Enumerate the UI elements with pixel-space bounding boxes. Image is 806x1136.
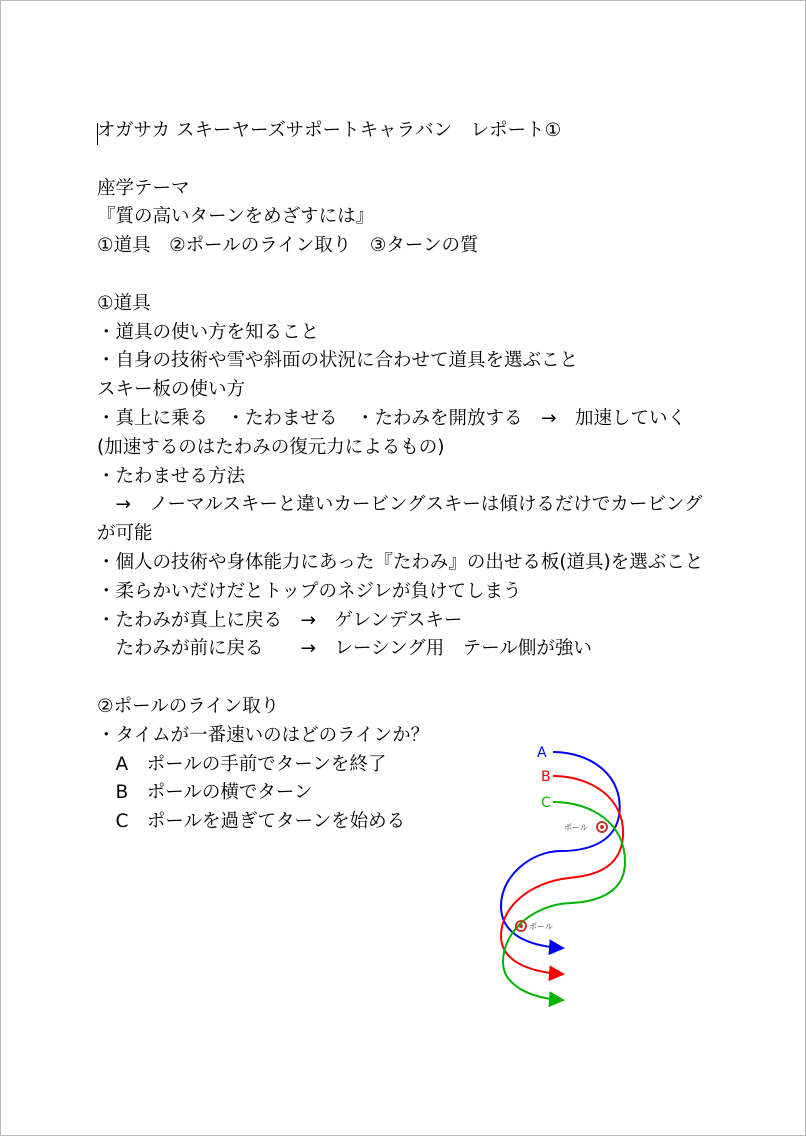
pole-label-1: ポール — [564, 823, 588, 832]
blank-line — [97, 664, 737, 693]
body-line: たわみが前に戻る → レーシング用 テール側が強い — [97, 638, 592, 660]
option-b: B ポールの横でターン — [97, 782, 313, 804]
line-label-b: B — [541, 769, 551, 785]
body-line: (加速するのはたわみの復元力によるもの) — [97, 436, 445, 458]
body-line: ・自身の技術や雪や斜面の状況に合わせて道具を選ぶこと — [97, 350, 579, 372]
blank-line — [97, 261, 737, 290]
subheading-ski-usage: スキー板の使い方 — [97, 379, 246, 401]
question-line: ・タイムが一番速いのはどのラインか？ — [97, 724, 430, 746]
ski-line-diagram — [491, 736, 631, 1016]
document-body[interactable] — [97, 117, 737, 837]
body-line: ・真上に乗る ・たわませる ・たわみを開放する → 加速していく — [97, 407, 687, 429]
body-line: ・たわませる方法 — [97, 465, 246, 487]
blank-line — [97, 146, 737, 175]
line-b-path — [501, 776, 623, 974]
lecture-theme-label: 座学テーマ — [97, 177, 190, 199]
pole-label-2: ポール — [529, 922, 553, 931]
line-label-a: A — [537, 745, 547, 761]
section-heading-pole-line: ②ポールのライン取り — [97, 695, 280, 717]
document-title: オガサカ スキーヤーズサポートキャラバン レポート① — [97, 120, 562, 141]
topic-list: ①道具 ②ポールのライン取り ③ターンの質 — [97, 235, 479, 257]
section-heading-equipment: ①道具 — [97, 292, 151, 314]
body-line-wrapped: → ノーマルスキーと違いカービングスキーは傾けるだけでカービングが可能 — [97, 494, 703, 545]
option-a: A ポールの手前でターンを終了 — [97, 753, 387, 775]
line-a-path — [501, 752, 620, 948]
line-label-c: C — [541, 795, 551, 811]
option-c: C ポールを過ぎてターンを始める — [97, 811, 406, 833]
body-line-wrapped: ・個人の技術や身体能力にあった『たわみ』の出せる板(道具)を選ぶこと — [97, 551, 704, 573]
body-line: ・道具の使い方を知ること — [97, 321, 320, 343]
lecture-theme-title: 『質の高いターンをめざすには』 — [97, 206, 375, 228]
body-line: ・柔らかいだけだとトップのネジレが負けてしまう — [97, 580, 522, 602]
body-line: ・たわみが真上に戻る → ゲレンデスキー — [97, 609, 463, 631]
pole-icon — [597, 822, 607, 832]
